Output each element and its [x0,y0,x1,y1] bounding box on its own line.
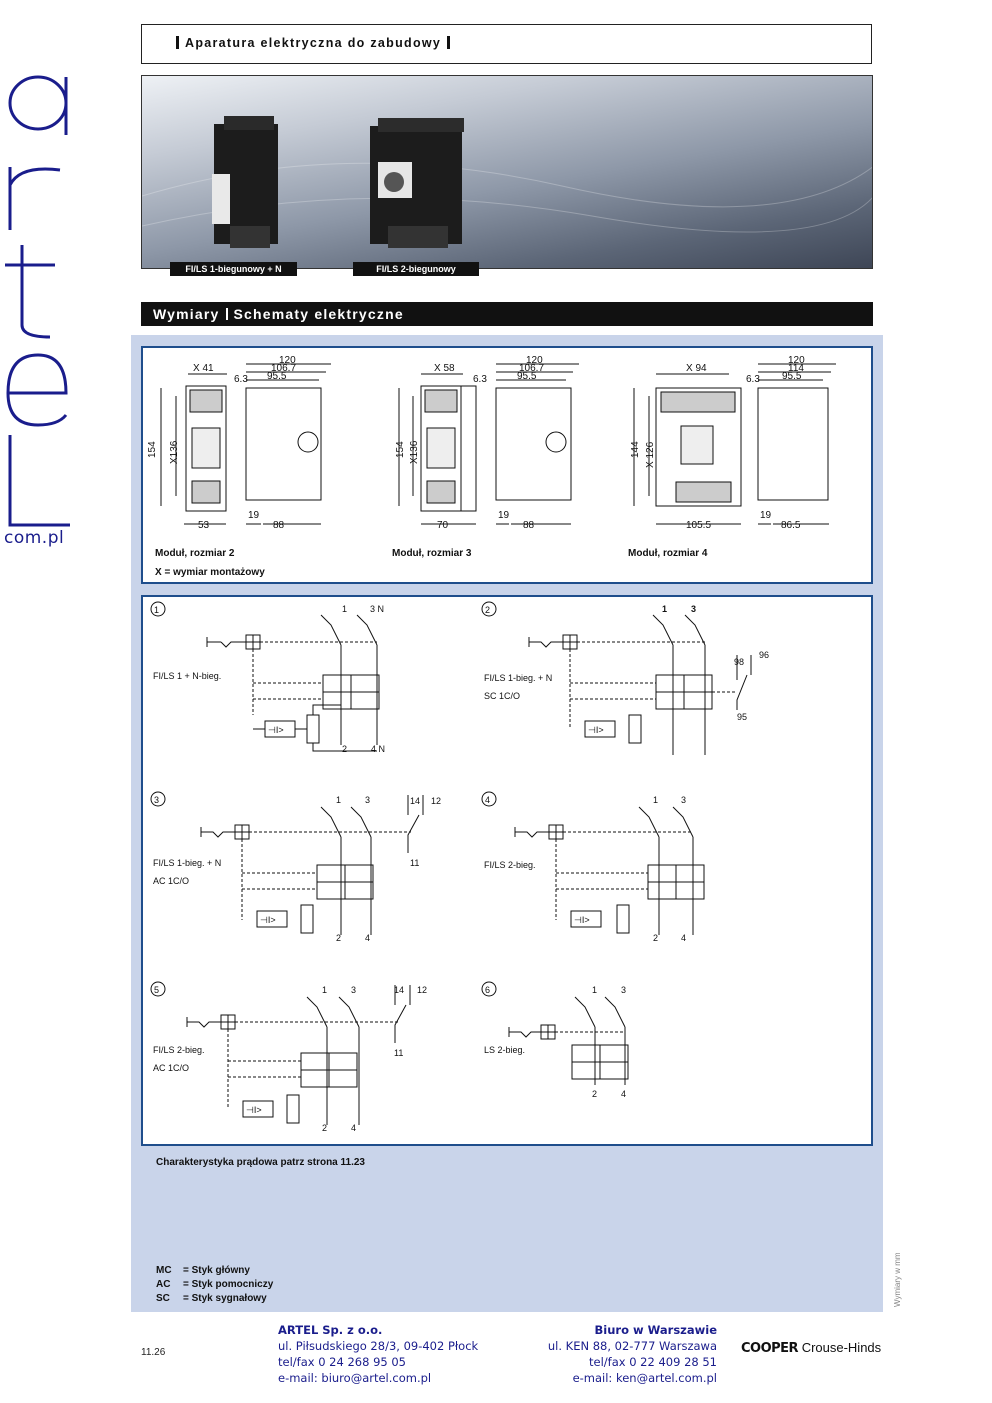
s1-trip: ⊣I> [268,725,284,735]
s4-bot-l: 2 [653,933,659,943]
module-3-drawing [399,364,579,524]
m3-w: 70 [437,520,449,531]
s2-label1: FI/LS 1-bieg. + N [484,673,553,683]
device-2-icon [370,118,464,248]
dimension-drawings [141,346,873,584]
s3-bot-r: 4 [365,933,371,943]
s4-top-r: 3 [681,795,687,805]
module-2-caption: Moduł, rozmiar 2 [155,548,235,559]
s3-top-l: 1 [336,795,342,805]
m2-x: X 41 [193,363,214,374]
section-title-part2: Schematy elektryczne [233,306,404,322]
m4-w: 105.5 [686,520,712,531]
m2-h2: X136 [169,440,180,464]
m3-d2: 106.7 [519,363,545,374]
photo-label-1: FI/LS 1-biegunowy + N [170,262,297,276]
s5-aux-11: 11 [394,1048,404,1058]
schematic-6-num: 6 [485,985,491,995]
s5-label2: AC 1C/O [153,1063,190,1073]
m4-h2: X 126 [645,441,656,468]
s2-sig-98: 98 [734,657,745,667]
product-photo [141,75,873,269]
s1-label: FI/LS 1 + N-bieg. [153,671,222,681]
s5-top-l: 1 [322,985,328,995]
footer-left-line1: ul. Piłsudskiego 28/3, 09-402 Płock [278,1339,479,1353]
footer-left-line2: tel/fax 0 24 268 95 05 [278,1355,406,1369]
s6-top-r: 3 [621,985,627,995]
s2-top-l: 1 [662,604,668,614]
m4-d120: 120 [788,355,805,366]
m2-d2: 106.7 [271,363,297,374]
m3-h2: X136 [409,440,420,464]
legend [156,1264,273,1306]
s3-aux-12: 12 [431,796,442,806]
m4-d88: 86.5 [781,520,801,531]
s4-top-l: 1 [653,795,659,805]
s6-bot-l: 2 [592,1089,598,1099]
s3-label1: FI/LS 1-bieg. + N [153,858,222,868]
m4-d19: 19 [760,510,772,521]
s3-label2: AC 1C/O [153,876,190,886]
s6-label1: LS 2-bieg. [484,1045,526,1055]
page-number: 11.26 [141,1347,166,1358]
s2-sig-96: 96 [759,650,770,660]
cooper-logo [741,1340,881,1356]
m2-w: 53 [198,520,210,531]
characteristic-note: Charakterystyka prądowa patrz strona 11.23 [156,1157,365,1168]
m2-d19: 19 [248,510,260,521]
section-title [141,302,873,326]
product-photo-graphic [142,76,873,269]
module-4-drawing [634,364,836,524]
m3-d19: 19 [498,510,510,521]
m2-d120: 120 [279,355,296,366]
s4-trip: ⊣I> [574,915,590,925]
m3-d120: 120 [526,355,543,366]
s2-top-r: 3 [691,604,697,614]
m3-d88: 88 [523,520,535,531]
footer-left-email[interactable]: e-mail: biuro@artel.com.pl [278,1371,432,1385]
footer-right-line2: tel/fax 0 22 409 28 51 [589,1355,717,1369]
footer-left-title: ARTEL Sp. z o.o. [278,1323,383,1337]
schematic-2-num: 2 [485,605,491,615]
photo-label-2: FI/LS 2-biegunowy [353,262,479,276]
s4-label1: FI/LS 2-bieg. [484,860,536,870]
s2-sig-95: 95 [737,712,748,722]
schematic-4-num: 4 [485,795,491,805]
schematic-3-num: 3 [154,795,160,805]
footer-address-right [520,1322,717,1386]
s5-label1: FI/LS 2-bieg. [153,1045,205,1055]
schematic-6 [482,982,628,1085]
device-1-icon [212,116,278,248]
legend-item-sc: SC = Styk sygnałowy [156,1293,267,1304]
s5-top-r: 3 [351,985,357,995]
footer-right-title: Biuro w Warszawie [594,1323,717,1337]
s5-bot-l: 2 [322,1123,328,1133]
schematic-5-num: 5 [154,985,160,995]
s3-bot-l: 2 [336,933,342,943]
schematic-1-num: 1 [154,605,160,615]
m4-x: X 94 [686,363,707,374]
artel-letters-graphic [0,75,80,535]
m2-d88: 88 [273,520,285,531]
brand-url[interactable]: com.pl [4,528,65,548]
legend-item-ac: AC = Styk pomocniczy [156,1279,274,1290]
s5-trip: ⊣I> [246,1105,262,1115]
module-3-caption: Moduł, rozmiar 3 [392,548,472,559]
m4-d3: 95.5 [782,371,802,382]
legend-item-mc: MC = Styk główny [156,1265,250,1276]
s1-top-l: 1 [342,604,348,614]
schematics-diagrams [141,595,873,1146]
m3-d3: 95.5 [517,371,537,382]
module-2-drawing [161,364,331,524]
s3-top-r: 3 [365,795,371,805]
m4-h1: 144 [630,441,641,458]
footer-address-left [278,1322,478,1386]
s1-bot-r: 4 N [371,744,386,754]
s3-trip: ⊣I> [260,915,276,925]
s5-bot-r: 4 [351,1123,357,1133]
s4-bot-r: 4 [681,933,687,943]
s3-aux-14: 14 [410,796,421,806]
m2-d63: 6.3 [234,374,248,385]
s6-top-l: 1 [592,985,598,995]
cooper-logo-rest: Crouse-Hinds [801,1340,882,1355]
m2-h1: 154 [147,441,158,458]
s1-bot-l: 2 [342,744,348,754]
footer-right-email[interactable]: e-mail: ken@artel.com.pl [572,1371,717,1385]
side-note-text: Wymiary w mm [893,1252,902,1307]
s2-trip: ⊣I> [588,725,604,735]
s5-aux-12: 12 [417,985,428,995]
m4-d63: 6.3 [746,374,760,385]
cooper-logo-bold: COOPER [741,1341,799,1356]
header-title: Aparatura elektryczna do zabudowy [176,36,450,50]
s1-top-r: 3 N [370,604,385,614]
m3-d63: 6.3 [473,374,487,385]
s2-label2: SC 1C/O [484,691,521,701]
m2-d3: 95.5 [267,371,287,382]
s3-aux-11: 11 [410,858,420,868]
s6-bot-r: 4 [621,1089,627,1099]
m3-x: X 58 [434,363,455,374]
m3-h1: 154 [395,441,406,458]
s5-aux-14: 14 [394,985,405,995]
m4-d2: 114 [788,363,804,374]
side-note [891,1235,903,1310]
mounting-note: X = wymiar montażowy [155,567,265,578]
section-title-part1: Wymiary [153,306,220,322]
brand-logo [0,75,80,535]
footer-right-line1: ul. KEN 88, 02-777 Warszawa [547,1339,717,1353]
module-4-caption: Moduł, rozmiar 4 [628,548,708,559]
